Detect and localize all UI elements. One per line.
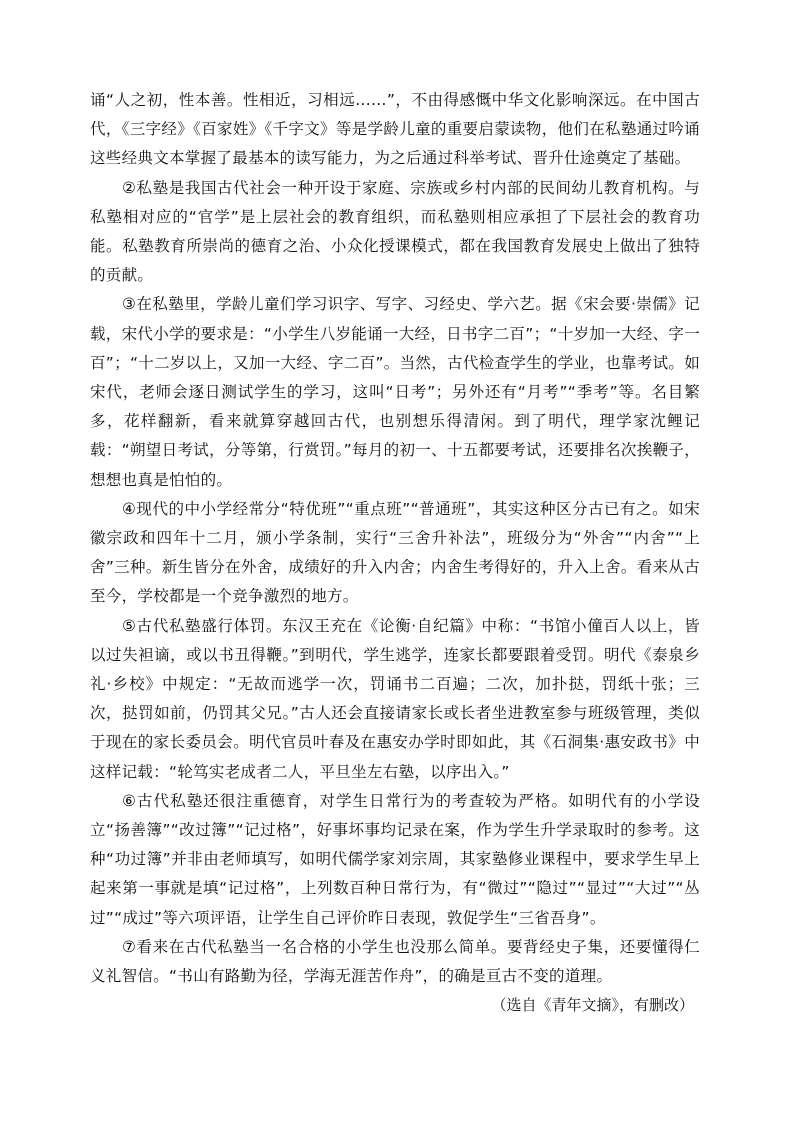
article-body [90,86,700,1020]
source-citation: （选自《青年文摘》，有删改） [491,996,694,1015]
paragraph-7: ⑦看来在古代私塾当一名合格的小学生也没那么简单。要背经史子集，还要懂得仁义礼智信。“书山有路勤为径，学海无涯苦作舟”，的确是亘古不变的道理。 [90,937,700,986]
paragraph-1-continued: 诵“人之初，性本善。性相近，习相远……”，不由得感慨中华文化影响深远。在中国古代，《三字经》《百家姓》《千字文》等是学龄儿童的重要启蒙读物，他们在私塾通过吟诵这些经典文本掌握了最基本的读写能力，为之后通过科举考试、晋升仕途奠定了基础。 [90,91,700,168]
paragraph-3: ③在私塾里，学龄儿童们学习识字、写字、习经史、学六艺。据《宋会要·崇儒》记载，宋代小学的要求是：“小学生八岁能诵一大经，日书字二百”；“十岁加一大经、字一百”；“十二岁以上，又加一大经、字二百”。当然，古代检查学生的学业，也靠考试。如宋代，老师会逐日测试学生的学习，这叫“日考”；另外还有“月考”“季考”等。名目繁多，花样翻新，看来就算穿越回古代，也别想乐得清闲。到了明代，理学家沈鲤记载：“朔望日考试，分等第，行赏罚。”每月的初一、十五都要考试，还要排名次挨鞭子，想想也真是怕怕的。 [90,295,700,489]
paragraph-5: ⑤古代私塾盛行体罚。东汉王充在《论衡·自纪篇》中称：“书馆小僮百人以上，皆以过失袒谪，或以书丑得鞭。”到明代，学生逃学，连家长都要跟着受罚。明代《泰泉乡礼·乡校》中规定：“无故而逃学一次，罚诵书二百遍；二次，加扑挞，罚纸十张；三次，挞罚如前，仍罚其父兄。”古人还会直接请家长或长者坐进教室参与班级管理，类似于现在的家长委员会。明代官员叶春及在惠安办学时即如此，其《石洞集·惠安政书》中这样记载：“轮笃实老成者二人，平旦坐左右塾，以序出入。” [90,616,700,781]
paragraph-2: ②私塾是我国古代社会一种开设于家庭、宗族或乡村内部的民间幼儿教育机构。与私塾相对应的“官学”是上层社会的教育组织，而私塾则相应承担了下层社会的教育功能。私塾教育所崇尚的德育之治、小众化授课模式，都在我国教育发展史上做出了独特的贡献。 [90,178,700,285]
paragraph-4: ④现代的中小学经常分“特优班”“重点班”“普通班”，其实这种区分古已有之。如宋徽宗政和四年十二月，颁小学条制，实行“三舍升补法”，班级分为“外舍”“内舍”“上舍”三种。新生皆分在外舍，成绩好的升入内舍；内舍生考得好的，升入上舍。看来从古至今，学校都是一个竞争激烈的地方。 [90,499,700,606]
paragraph-6: ⑥古代私塾还很注重德育，对学生日常行为的考查较为严格。如明代有的小学设立“扬善簿”“改过簿”“记过格”，好事坏事均记录在案，作为学生升学录取时的参考。这种“功过簿”并非由老师填写，如明代儒学家刘宗周，其家塾修业课程中，要求学生早上起来第一事就是填“记过格”，上列数百种日常行为，有“微过”“隐过”“显过”“大过”“丛过”“成过”等六项评语，让学生自己评价昨日表现，敦促学生“三省吾身”。 [90,791,700,927]
